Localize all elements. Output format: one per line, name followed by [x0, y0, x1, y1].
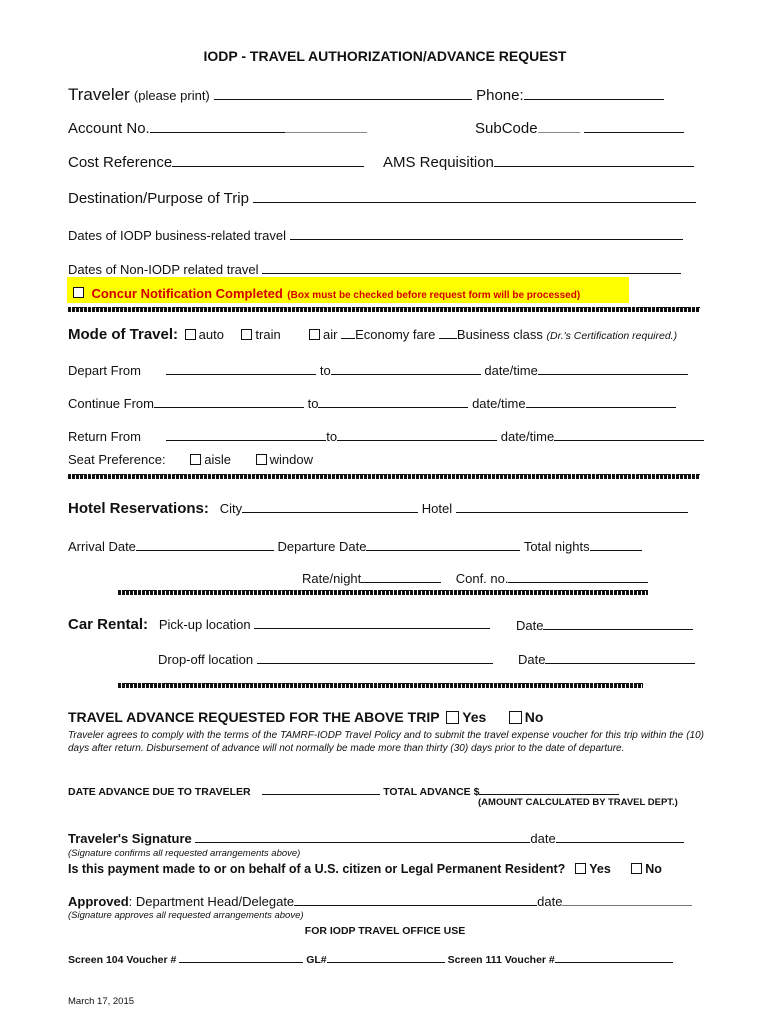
- city-label: City: [219, 501, 243, 516]
- dropoff-date-row: [518, 651, 695, 667]
- signature-row: [68, 830, 684, 846]
- traveler-hint: (please print): [133, 88, 210, 103]
- separator-1: [68, 307, 700, 312]
- phone-field[interactable]: [524, 87, 664, 100]
- signature-date-label: date: [530, 831, 556, 846]
- account-field[interactable]: [150, 120, 285, 133]
- concur-note: (Box must be checked before request form will be processed): [287, 290, 581, 301]
- citizen-yes-checkbox[interactable]: [575, 863, 586, 874]
- screen104-field[interactable]: [179, 952, 303, 963]
- advance-no-label: No: [524, 709, 544, 725]
- separator-3: [118, 590, 648, 595]
- hotel-row: [68, 500, 688, 517]
- depart-datetime-label: date/time: [484, 363, 538, 378]
- approved-date-label: date: [537, 894, 563, 909]
- aisle-checkbox[interactable]: [190, 454, 201, 465]
- air-checkbox[interactable]: [309, 329, 320, 340]
- hotel-name-field[interactable]: [456, 500, 688, 513]
- destination-label: Destination/Purpose of Trip: [68, 190, 249, 207]
- approved-row: [68, 893, 692, 909]
- dates-iodp-label: Dates of IODP business-related travel: [68, 228, 286, 243]
- traveler-name-field[interactable]: [214, 87, 472, 100]
- seat-row: [68, 452, 313, 467]
- return-datetime-label: date/time: [500, 429, 555, 444]
- destination-field[interactable]: [253, 190, 696, 203]
- mode-row: [68, 326, 677, 343]
- arrival-field[interactable]: [136, 538, 274, 551]
- conf-field[interactable]: [508, 570, 648, 583]
- traveler-row: [68, 85, 664, 105]
- economy-label: Economy fare: [355, 327, 436, 342]
- train-label: train: [255, 327, 281, 342]
- car-label: Car Rental:: [68, 616, 149, 633]
- phone-label: Phone:: [476, 87, 524, 104]
- hotel-label: Hotel Reservations:: [68, 500, 209, 517]
- citizen-yes-label: Yes: [589, 862, 611, 876]
- pickup-date-row: [516, 617, 693, 633]
- continue-datetime-field[interactable]: [526, 395, 676, 408]
- citizen-question: Is this payment made to or on behalf of a U.S. citizen or Legal Permanent Resident?: [68, 862, 566, 876]
- auto-checkbox[interactable]: [185, 329, 196, 340]
- dates-iodp-row: [68, 227, 683, 243]
- cost-row: [68, 154, 364, 171]
- dates-non-row: [68, 261, 681, 277]
- continue-to-field[interactable]: [318, 395, 468, 408]
- rate-label: Rate/night: [302, 571, 362, 586]
- office-row: [68, 952, 673, 966]
- approved-date-field[interactable]: [562, 893, 692, 906]
- concur-checkbox[interactable]: [73, 287, 84, 298]
- dropoff-date-label: Date: [518, 652, 546, 667]
- footer-date: March 17, 2015: [68, 996, 135, 1007]
- citizen-no-label: No: [645, 862, 662, 876]
- calc-note: (AMOUNT CALCULATED BY TRAVEL DEPT.): [478, 797, 678, 808]
- total-advance-field[interactable]: [479, 784, 619, 795]
- car-row: [68, 616, 490, 633]
- arrival-label: Arrival Date: [68, 539, 136, 554]
- subcode-field-a[interactable]: [538, 120, 580, 133]
- approved-label: Approved: [68, 894, 129, 909]
- continue-label: Continue From: [68, 396, 154, 411]
- total-advance-label: TOTAL ADVANCE $: [383, 786, 480, 798]
- depart-to-field[interactable]: [331, 362, 481, 375]
- account-label: Account No.: [68, 120, 150, 137]
- pickup-date-label: Date: [516, 618, 544, 633]
- aisle-label: aisle: [204, 452, 231, 467]
- nights-field[interactable]: [590, 538, 642, 551]
- pickup-label: Pick-up location: [158, 617, 251, 632]
- ams-label: AMS Requisition: [383, 154, 494, 171]
- continue-to-label: to: [307, 396, 319, 411]
- destination-row: [68, 190, 696, 207]
- gl-field[interactable]: [327, 952, 445, 963]
- cost-label: Cost Reference: [68, 154, 173, 171]
- nights-label: Total nights: [523, 539, 590, 554]
- account-row: [68, 120, 367, 137]
- concur-row: [70, 285, 580, 303]
- advance-due-row: [68, 784, 619, 798]
- conf-label: Conf. no.: [455, 571, 509, 586]
- cost-field[interactable]: [172, 154, 364, 167]
- rate-field[interactable]: [361, 570, 441, 583]
- dropoff-row: [158, 651, 493, 667]
- auto-label: auto: [198, 327, 224, 342]
- page-title: IODP - TRAVEL AUTHORIZATION/ADVANCE REQUEST: [203, 48, 567, 64]
- advance-heading: TRAVEL ADVANCE REQUESTED FOR THE ABOVE TRIP: [68, 709, 440, 725]
- signature-field[interactable]: [195, 830, 530, 843]
- hotel-name-label: Hotel: [421, 501, 453, 516]
- depart-from-field[interactable]: [166, 362, 316, 375]
- separator-2: [68, 474, 700, 479]
- continue-from-field[interactable]: [154, 395, 304, 408]
- subcode-field-b[interactable]: [584, 120, 684, 133]
- signature-label: Traveler's Signature: [68, 831, 192, 846]
- separator-4: [118, 683, 643, 688]
- office-heading: FOR IODP TRAVEL OFFICE USE: [304, 925, 466, 937]
- advance-no-checkbox[interactable]: [509, 711, 522, 724]
- mode-label: Mode of Travel:: [68, 326, 179, 343]
- traveler-label: Traveler: [68, 85, 130, 104]
- approved-field[interactable]: [294, 893, 537, 906]
- continue-row: [68, 395, 676, 411]
- advance-terms: Traveler agrees to comply with the terms of the TAMRF-IODP Travel Policy and to submit the travel expense voucher for this trip within the (10) days after return. Disbursement of advance will not normally be made more than thirty (30) days prior to the date of departure.: [68, 730, 704, 754]
- citizen-no-checkbox[interactable]: [631, 863, 642, 874]
- departure-field[interactable]: [366, 538, 520, 551]
- return-from-field[interactable]: [166, 428, 326, 441]
- economy-field[interactable]: [341, 326, 355, 339]
- advance-yes-label: Yes: [462, 709, 487, 725]
- depart-label: Depart From: [68, 363, 141, 378]
- business-label: Business class: [456, 327, 543, 342]
- date-due-label: DATE ADVANCE DUE TO TRAVELER: [68, 786, 251, 798]
- dropoff-date-field[interactable]: [545, 651, 695, 664]
- train-checkbox[interactable]: [241, 329, 252, 340]
- advance-yes-checkbox[interactable]: [446, 711, 459, 724]
- return-to-field[interactable]: [337, 428, 497, 441]
- screen104-label: Screen 104 Voucher #: [68, 954, 177, 966]
- date-due-field[interactable]: [262, 784, 380, 795]
- continue-datetime-label: date/time: [472, 396, 526, 411]
- dates-non-label: Dates of Non-IODP related travel: [68, 262, 259, 277]
- signature-date-field[interactable]: [556, 830, 684, 843]
- return-label: Return From: [68, 429, 141, 444]
- subcode-label: SubCode: [475, 120, 538, 137]
- ams-row: [383, 154, 694, 171]
- ams-field[interactable]: [494, 154, 694, 167]
- dates-non-field[interactable]: [262, 261, 681, 274]
- depart-datetime-field[interactable]: [538, 362, 688, 375]
- departure-label: Departure Date: [277, 539, 367, 554]
- hotel-dates-row: [68, 538, 642, 554]
- screen111-label: Screen 111 Voucher #: [447, 954, 555, 966]
- city-field[interactable]: [242, 500, 418, 513]
- advance-row: [68, 709, 543, 726]
- depart-row: [68, 362, 688, 378]
- business-field[interactable]: [439, 326, 457, 339]
- dropoff-field[interactable]: [257, 651, 493, 664]
- screen111-field[interactable]: [555, 952, 673, 963]
- signature-note: (Signature confirms all requested arrangements above): [68, 848, 301, 859]
- return-row: [68, 428, 704, 444]
- business-note: (Dr.'s Certification required.): [546, 330, 678, 342]
- pickup-field[interactable]: [254, 616, 490, 629]
- pickup-date-field[interactable]: [543, 617, 693, 630]
- account-field-ext: [285, 120, 367, 133]
- approved-note: (Signature approves all requested arrangements above): [68, 910, 304, 921]
- seat-label: Seat Preference:: [68, 452, 166, 467]
- depart-to-label: to: [319, 363, 331, 378]
- subcode-row: [475, 120, 684, 137]
- citizen-row: [68, 862, 662, 876]
- gl-label: GL#: [306, 954, 327, 966]
- window-checkbox[interactable]: [256, 454, 267, 465]
- approved-role: : Department Head/Delegate: [128, 894, 295, 909]
- air-label: air: [323, 327, 338, 342]
- return-to-label: to: [326, 429, 338, 444]
- window-label: window: [269, 452, 314, 467]
- dates-iodp-field[interactable]: [290, 227, 683, 240]
- return-datetime-field[interactable]: [554, 428, 704, 441]
- dropoff-label: Drop-off location: [158, 652, 254, 667]
- concur-label: Concur Notification Completed: [91, 286, 283, 301]
- rate-row: [302, 570, 648, 586]
